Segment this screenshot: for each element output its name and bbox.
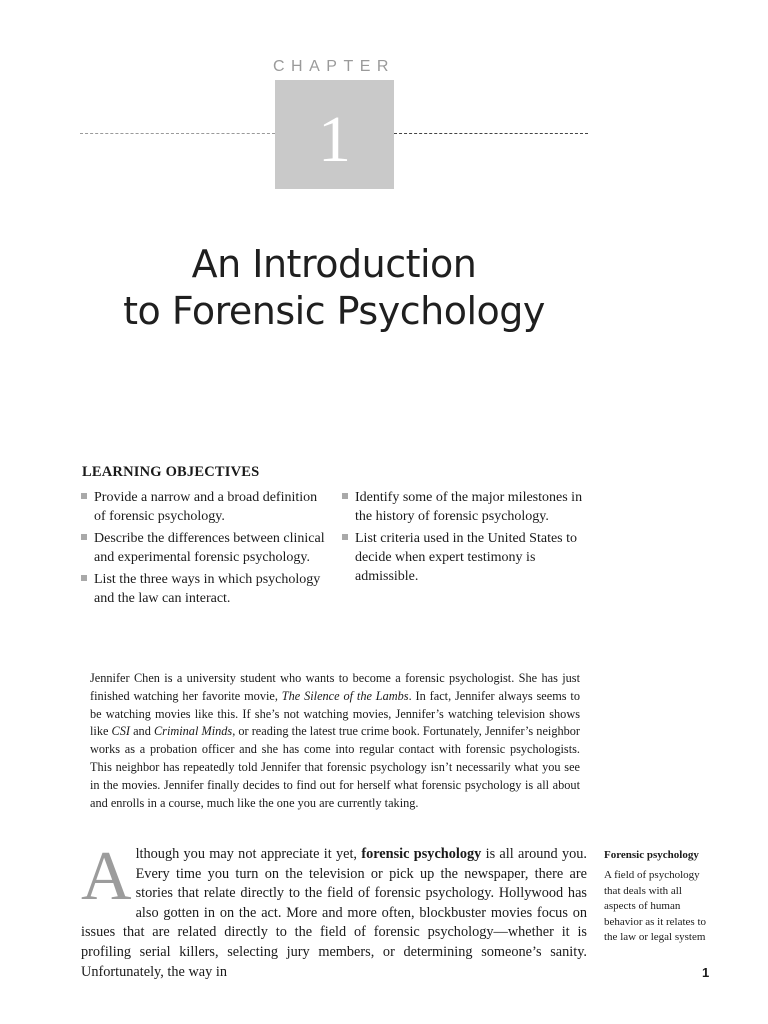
square-bullet-icon xyxy=(81,575,87,581)
chapter-label: CHAPTER xyxy=(273,58,395,75)
drop-cap: A xyxy=(81,838,132,915)
movie-title: The Silence of the Lambs xyxy=(281,688,409,703)
learning-objective-item: List criteria used in the United States to decide when expert testimony is admissible. xyxy=(341,529,593,586)
chapter-number-box xyxy=(275,80,394,189)
chapter-divider-right xyxy=(394,133,588,134)
learning-objectives-heading: LEARNING OBJECTIVES xyxy=(82,464,260,480)
chapter-divider-left xyxy=(80,133,275,134)
learning-objective-item: List the three ways in which psychology and the law can interact. xyxy=(80,570,332,608)
margin-glossary-term: Forensic psychology xyxy=(604,849,699,861)
chapter-number: 1 xyxy=(318,103,351,176)
margin-glossary-definition: A field of psychology that deals with all aspects of human behavior as it relates to the law or legal system xyxy=(604,869,707,944)
square-bullet-icon xyxy=(81,534,87,540)
chapter-title-line-1: An Introduction xyxy=(191,242,477,286)
chapter-title xyxy=(80,241,588,335)
key-term: forensic psychology xyxy=(361,846,482,862)
chapter-title-line-2: to Forensic Psychology xyxy=(123,289,545,333)
square-bullet-icon xyxy=(81,493,87,499)
show-title: Criminal Minds xyxy=(153,724,233,739)
show-title: CSI xyxy=(111,724,130,739)
learning-objectives-left-column xyxy=(80,488,332,611)
learning-objective-item: Describe the differences between clinical and experimental forensic psychology. xyxy=(80,529,332,567)
page-number: 1 xyxy=(702,965,710,980)
body-paragraph: Although you may not appreciate it yet, forensic psychology is all around you. Every time you turn on the television or pick up the newspaper, there are stories that relate directly to the field of forensic psychology. Hollywood has also gotten in on the act. More and more often, blockbuster movies focus on issues that are related directly to the field of forensic psychology—whether it is profiling serial killers, selecting jury members, or determining someone’s sanity. Unfortunately, the way in xyxy=(81,838,588,980)
learning-objective-item: Identify some of the major milestones in the history of forensic psychology. xyxy=(341,488,593,526)
square-bullet-icon xyxy=(342,534,348,540)
square-bullet-icon xyxy=(342,493,348,499)
learning-objectives-right-column xyxy=(341,488,593,589)
learning-objective-item: Provide a narrow and a broad definition of forensic psychology. xyxy=(80,488,332,526)
opening-vignette: Jennifer Chen is a university student who wants to become a forensic psychologist. She has just finished watching her favorite movie, The Silence of the Lambs. In fact, Jennifer always seems to be watching movies like this. If she’s not watching movies, Jennifer’s watching television shows like CSI and Criminal Minds, or reading the latest true crime book. Fortunately, Jennifer’s neighbor works as a probation officer and she has come into regular contact with forensic psychologists. This neighbor has repeatedly told Jennifer that forensic psychology isn’t necessarily what you see in the movies. Jennifer finally decides to find out for herself what forensic psychology is all about and enrolls in a course, much like the one you are currently taking. xyxy=(90,671,581,810)
